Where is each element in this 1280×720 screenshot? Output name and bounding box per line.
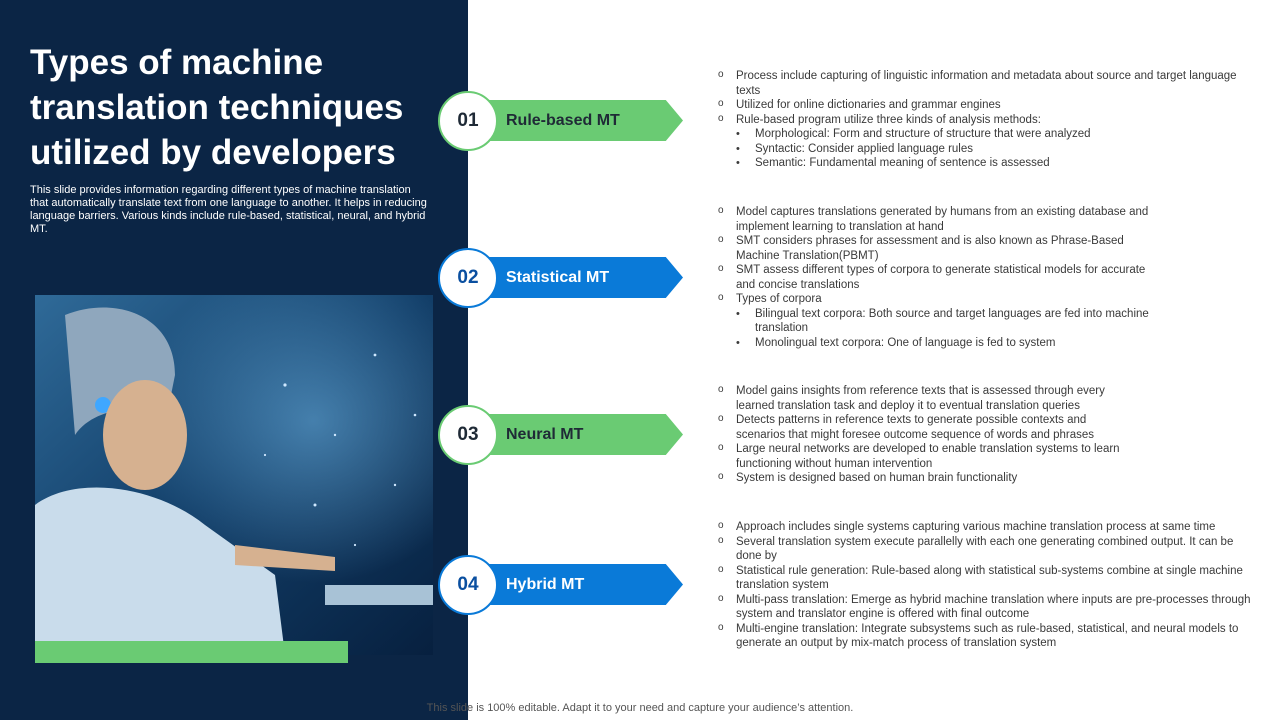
hybrid-details [716,520,1256,651]
detail-point: o Process include capturing of linguistic information and metadata about source and target language texts [716,69,1246,98]
statistical-details [716,205,1156,350]
detail-point: o Multi-pass translation: Emerge as hybrid machine translation where inputs are pre-processes through system and translator engine is offered with final outcome [716,593,1256,622]
rule-based-details [716,69,1246,171]
number-badge: 02 [438,248,498,308]
technique-statistical [438,248,688,308]
technique-neural [438,405,688,465]
technique-label: Neural MT [506,426,584,443]
technique-rule-based [438,91,688,151]
number-badge: 01 [438,91,498,151]
detail-point: o Types of corpora [716,292,1156,307]
detail-point: o Several translation system execute parallelly with each one generating combined output. It can be done by [716,535,1256,564]
technique-label: Statistical MT [506,269,610,286]
detail-subpoint: • Morphological: Form and structure of structure that were analyzed [716,127,1246,142]
detail-subpoint: • Semantic: Fundamental meaning of sentence is assessed [716,156,1246,171]
detail-point: o Large neural networks are developed to enable translation systems to learn functioning without human intervention [716,442,1126,471]
detail-point: o Utilized for online dictionaries and grammar engines [716,98,1246,113]
slide-title: Types of machine translation techniques utilized by developers [30,43,404,172]
ai-robot-woman-image [35,295,433,655]
detail-point: o System is designed based on human brain functionality [716,471,1126,486]
accent-bar [35,641,348,663]
detail-point: o Detects patterns in reference texts to generate possible contexts and scenarios that might foresee outcome sequence of words and phrases [716,413,1126,442]
detail-point: o Rule-based program utilize three kinds of analysis methods: [716,113,1246,128]
detail-subpoint: • Bilingual text corpora: Both source and target languages are fed into machine translation [716,307,1156,336]
detail-point: o SMT assess different types of corpora to generate statistical models for accurate and concise translations [716,263,1156,292]
number-badge: 04 [438,555,498,615]
neural-details [716,384,1126,486]
number-badge: 03 [438,405,498,465]
detail-point: o Multi-engine translation: Integrate subsystems such as rule-based, statistical, and neural models to generate an output by mix-match process of translation system [716,622,1256,651]
detail-point: o Approach includes single systems capturing various machine translation process at same time [716,520,1256,535]
detail-point: o Statistical rule generation: Rule-based along with statistical sub-systems combine at single machine translation system [716,564,1256,593]
technique-hybrid [438,555,688,615]
detail-subpoint: • Monolingual text corpora: One of language is fed to system [716,336,1156,351]
footer-note: This slide is 100% editable. Adapt it to your need and capture your audience’s attention. [426,702,854,714]
technique-label: Rule-based MT [506,112,620,129]
slide-description: This slide provides information regarding different types of machine translation that automatically translate text from one language to another. It helps in reducing language barriers. Various kinds include rule-based, statistical, neural, and hybrid MT. [30,184,427,235]
technique-label: Hybrid MT [506,576,585,593]
detail-point: o SMT considers phrases for assessment and is also known as Phrase-Based Machine Translation(PBMT) [716,234,1156,263]
detail-subpoint: • Syntactic: Consider applied language rules [716,142,1246,157]
detail-point: o Model captures translations generated by humans from an existing database and implement learning to translation at hand [716,205,1156,234]
detail-point: o Model gains insights from reference texts that is assessed through every learned translation task and deploy it to eventual translation queries [716,384,1126,413]
